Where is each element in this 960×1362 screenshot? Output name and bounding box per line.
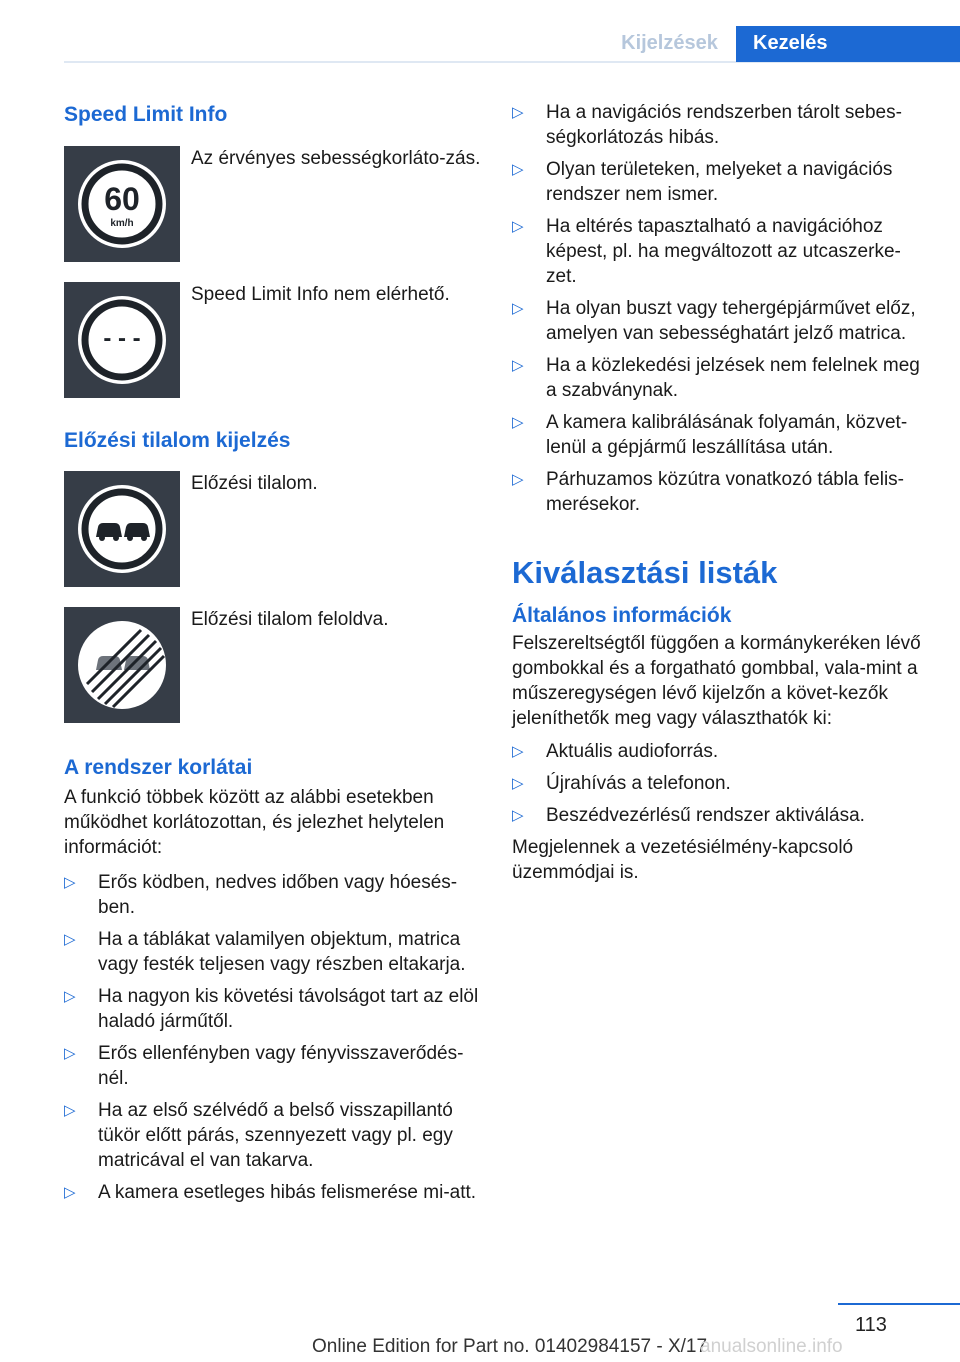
- sign-speed-unit: km/h: [110, 218, 134, 229]
- general-info-title: Általános információk: [512, 604, 732, 627]
- list-item: ▷ A kamera esetleges hibás felismerése mi-att.: [64, 1182, 477, 1203]
- list-item: ▷ Aktuális audioforrás.: [512, 741, 719, 762]
- list-item: ▷ Ha a táblákat valamilyen objektum, matrica vagy festék teljesen vagy részben eltakarja.: [64, 929, 466, 975]
- sign-row-no-overtaking: [64, 471, 482, 587]
- end-no-overtaking-sign-icon: [64, 607, 180, 723]
- overtaking-title: Előzési tilalom kijelzés: [64, 429, 291, 452]
- limits-list: [64, 870, 482, 1205]
- selection-list: [512, 739, 928, 828]
- list-item: ▷ Ha eltérés tapasztalható a navigációhoz képest, pl. ha megváltozott az utcaszerke-zet.: [512, 216, 901, 287]
- list-item: ▷ A kamera kalibrálásának folyamán, közvet-lenül a gépjármű leszállítása után.: [512, 412, 908, 458]
- bullet-triangle-icon: ▷: [512, 743, 524, 760]
- list-item: ▷ Erős ellenfényben vagy fényvisszaverődés-nél.: [64, 1043, 464, 1089]
- bullet-triangle-icon: ▷: [512, 357, 524, 374]
- sign2-caption: Speed Limit Info nem elérhető.: [191, 284, 450, 305]
- bullet-triangle-icon: ▷: [64, 1184, 76, 1201]
- footer-watermark: anualsonline.info: [700, 1336, 843, 1357]
- sign-row-unavailable: [64, 282, 482, 398]
- list-item: ▷ Beszédvezérlésű rendszer aktiválása.: [512, 805, 865, 826]
- sign3-caption: Előzési tilalom.: [191, 473, 318, 494]
- sign-row-speed: [64, 146, 482, 262]
- bullet-triangle-icon: ▷: [64, 931, 76, 948]
- bullet-triangle-icon: ▷: [512, 807, 524, 824]
- sign-dashes: - - -: [103, 325, 141, 352]
- list-item: ▷ Újrahívás a telefonon.: [512, 773, 731, 794]
- page-number: 113: [855, 1314, 887, 1336]
- bullet-triangle-icon: ▷: [512, 218, 524, 235]
- bullet-triangle-icon: ▷: [512, 414, 524, 431]
- left-column: [64, 100, 482, 1212]
- bullet-triangle-icon: ▷: [512, 471, 524, 488]
- limits-title: A rendszer korlátai: [64, 756, 253, 779]
- right-column: [512, 100, 928, 885]
- list-item: ▷ Erős ködben, nedves időben vagy hóesés-ben.: [64, 872, 458, 918]
- bullet-triangle-icon: ▷: [64, 874, 76, 891]
- bullet-triangle-icon: ▷: [512, 161, 524, 178]
- bullet-triangle-icon: ▷: [64, 1045, 76, 1062]
- speed-limit-unavailable-sign-icon: [64, 282, 180, 398]
- speed-limit-60-sign-icon: [64, 146, 180, 262]
- no-overtaking-sign-icon: [64, 471, 180, 587]
- sign1-caption: Az érvényes sebességkorláto-zás.: [191, 148, 481, 169]
- tab-kezeles[interactable]: Kezelés: [736, 26, 960, 62]
- footer-edition: Online Edition for Part no. 01402984157 - X/17: [312, 1336, 708, 1357]
- selection-lists-title: Kiválasztási listák: [512, 555, 778, 590]
- list-item: ▷ Ha a közlekedési jelzések nem felelnek meg a szabványnak.: [512, 355, 920, 401]
- selection-intro: Felszereltségtől függően a kormánykeréken lévő gombokkal és a forgatható gombbal, vala-mint a műszeregységen lévő kijelzőn a követ-kezők jeleníthetők meg vagy választhatók ki:: [512, 633, 921, 729]
- speed-limit-title: Speed Limit Info: [64, 103, 228, 126]
- list-item: ▷ Ha a navigációs rendszerben tárolt sebes-ségkorlátozás hibás.: [512, 102, 902, 148]
- page-number-divider: [838, 1303, 960, 1305]
- sign4-caption: Előzési tilalom feloldva.: [191, 609, 389, 630]
- bullet-triangle-icon: ▷: [512, 104, 524, 121]
- limits-intro: A funkció többek között az alábbi esetekben működhet korlátozottan, és jelezhet helytelen információt:: [64, 787, 445, 858]
- selection-outro: Megjelennek a vezetésiélmény-kapcsoló üzemmódjai is.: [512, 837, 854, 883]
- list-item: ▷ Olyan területeken, melyeket a navigációs rendszer nem ismer.: [512, 159, 893, 205]
- list-item: ▷ Ha olyan buszt vagy tehergépjárművet előz, amelyen van sebességhatárt jelző matrica.: [512, 298, 916, 344]
- sign-row-overtaking-allowed: [64, 607, 482, 723]
- bullet-triangle-icon: ▷: [512, 300, 524, 317]
- bullet-triangle-icon: ▷: [64, 988, 76, 1005]
- list-item: ▷ Ha nagyon kis követési távolságot tart az elöl haladó járműtől.: [64, 986, 479, 1032]
- bullet-triangle-icon: ▷: [512, 775, 524, 792]
- list-item: ▷ Párhuzamos közútra vonatkozó tábla felis-merésekor.: [512, 469, 905, 515]
- tab-kijelzesek[interactable]: Kijelzések: [621, 32, 718, 54]
- list-item: ▷ Ha az első szélvédő a belső visszapillantó tükör előtt párás, szennyezett vagy pl. egy matricával el van takarva.: [64, 1100, 453, 1171]
- bullet-triangle-icon: ▷: [64, 1102, 76, 1119]
- limits-list-continued: [512, 100, 928, 517]
- sign-speed-number: 60: [104, 181, 140, 217]
